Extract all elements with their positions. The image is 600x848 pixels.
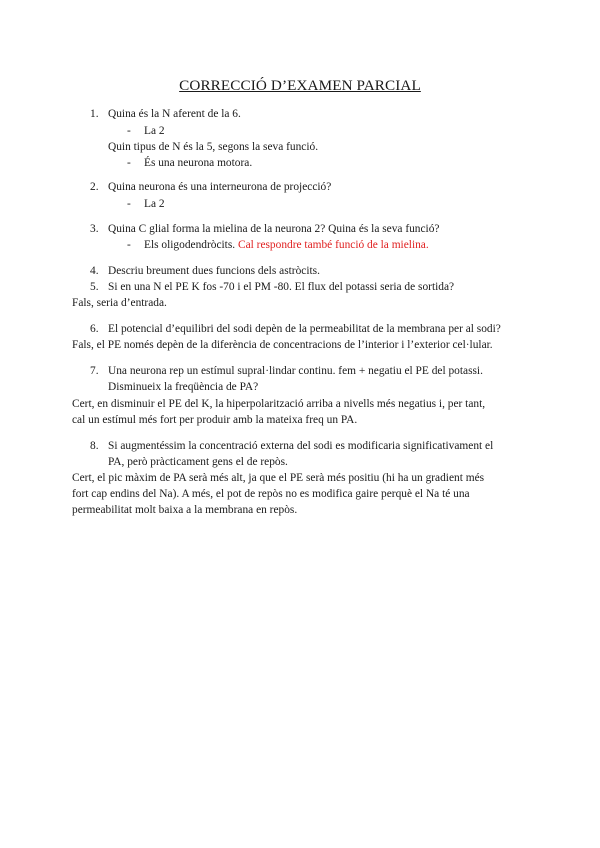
answer-text: cal un estímul més fort per produir amb la mateixa freq un PA. [72, 414, 358, 426]
question-number: 4. [90, 265, 99, 277]
question-text: El potencial d’equilibri del sodi depèn de la permeabilitat de la membrana per al sodi? [108, 323, 501, 335]
question-text: Descriu breument dues funcions dels astròcits. [108, 265, 320, 277]
question-text: PA, però pràcticament gens el de repòs. [108, 456, 288, 468]
question-number: 7. [90, 365, 99, 377]
question-number: 8. [90, 440, 99, 452]
sub-question-text: Quin tipus de N és la 5, segons la seva funció. [108, 141, 319, 153]
answer-text: La 2 [144, 125, 165, 137]
answer-text: Fals, seria d’entrada. [72, 297, 167, 309]
question-text: Quina és la N aferent de la 6. [108, 108, 241, 120]
question-text: Si augmentéssim la concentració externa del sodi es modificaria significativament el [108, 440, 494, 452]
question-text: Quina C glial forma la mielina de la neurona 2? Quina és la seva funció? [108, 223, 440, 235]
question-text: Quina neurona és una interneurona de projecció? [108, 181, 332, 193]
question-text: Una neurona rep un estímul supral·lindar continu. fem + negatiu el PE del potassi. [108, 365, 483, 377]
question-number: 1. [90, 108, 99, 120]
question-number: 3. [90, 223, 99, 235]
answer-text: Fals, el PE només depèn de la diferència de concentracions de l’interior i l’exterior cel·lular. [72, 339, 493, 351]
question-number: 5. [90, 281, 99, 293]
answer-line [144, 238, 429, 254]
answer-text: Cert, el pic màxim de PA serà més alt, ja que el PE serà més positiu (hi ha un gradient més [72, 472, 485, 484]
page-title: CORRECCIÓ D’EXAMEN PARCIAL [179, 77, 421, 94]
bullet: - [127, 198, 131, 210]
question-number: 6. [90, 323, 99, 335]
question-text: Disminueix la freqüència de PA? [108, 381, 259, 393]
answer-text: És una neurona motora. [144, 157, 253, 169]
bullet: - [127, 125, 131, 137]
bullet: - [127, 239, 131, 251]
answer-text: Cert, en disminuir el PE del K, la hiperpolarització arriba a nivells més negatius i, per tant, [72, 398, 486, 410]
question-number: 2. [90, 181, 99, 193]
answer-text: La 2 [144, 198, 165, 210]
bullet: - [127, 157, 131, 169]
answer-text: fort cap endins del Na). A més, el pot de repòs no es modifica gaire perquè el Na té una [72, 488, 470, 500]
correction-note: Cal respondre també funció de la mielina. [237, 239, 429, 251]
answer-text: Els oligodendròcits. [144, 239, 236, 251]
answer-text: permeabilitat molt baixa a la membrana en repòs. [72, 504, 298, 516]
question-text: Si en una N el PE K fos -70 i el PM -80. El flux del potassi seria de sortida? [108, 281, 455, 293]
